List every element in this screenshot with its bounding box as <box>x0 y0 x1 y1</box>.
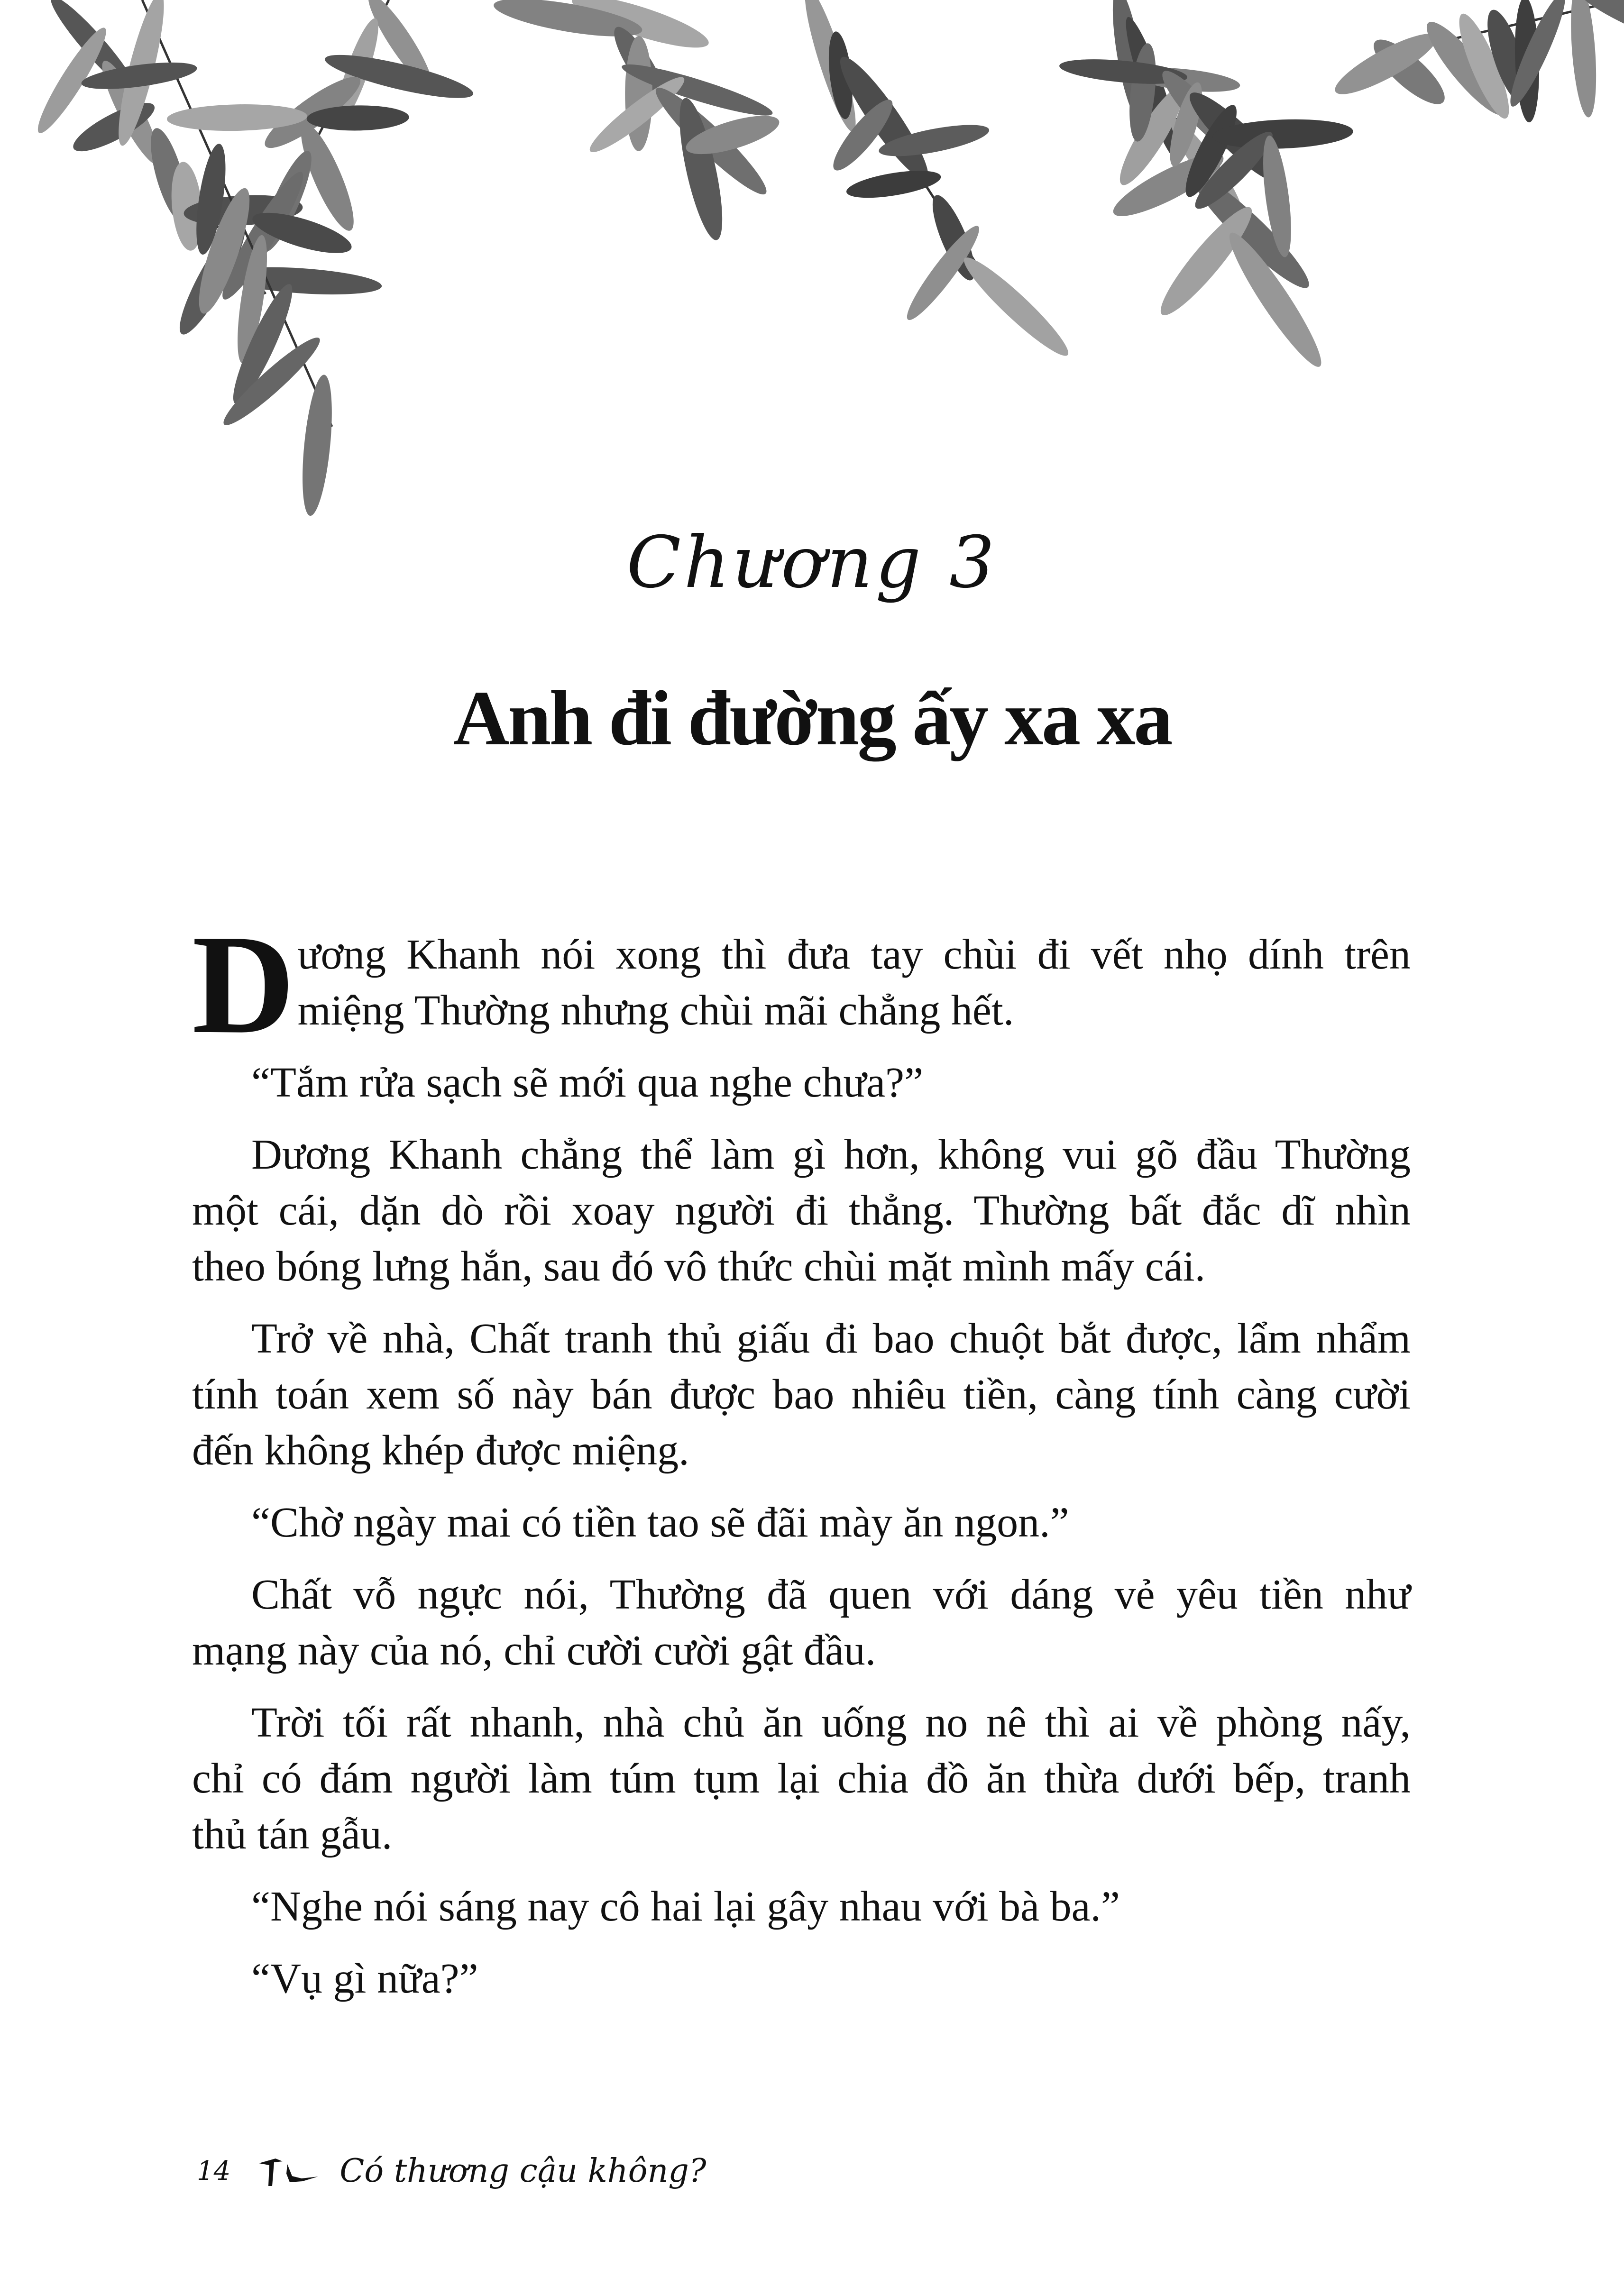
text-line: Trở về nhà, Chất tranh thủ giấu đi bao chuột bắt được, lẩm nhẩm <box>251 1315 1411 1362</box>
page-footer <box>197 2152 706 2190</box>
book-title: Có thương cậu không? <box>339 2152 706 2190</box>
chapter-label: Chương 3 <box>626 521 998 604</box>
bamboo-leaf <box>297 374 337 517</box>
paragraph <box>192 1311 1411 1479</box>
text-line: “Tắm rửa sạch sẽ mới qua nghe chưa?” <box>251 1059 924 1106</box>
paragraph <box>192 1495 1411 1551</box>
bamboo-leaf <box>956 249 1076 364</box>
paragraph <box>192 906 1411 1063</box>
drop-cap: D <box>192 906 295 1063</box>
text-line: Trời tối rất nhanh, nhà chủ ăn uống no nê thì ai về phòng nấy, <box>251 1699 1411 1746</box>
text-line: ương Khanh nói xong thì đưa tay chùi đi vết nhọ dính trên <box>297 931 1411 978</box>
chapter-title: Anh đi đường ấy xa xa <box>453 675 1171 761</box>
paragraph <box>192 1055 1411 1111</box>
text-line: “Vụ gì nữa?” <box>251 1955 478 2002</box>
bamboo-leaf <box>1567 0 1600 118</box>
text-line: theo bóng lưng hắn, sau đó vô thức chùi mặt mình mấy cái. <box>192 1243 1206 1290</box>
paragraph <box>192 1951 1411 2007</box>
text-line: miệng Thường nhưng chùi mãi chẳng hết. <box>297 987 1014 1034</box>
text-line: một cái, dặn dò rồi xoay người đi thẳng. Thường bất đắc dĩ nhìn <box>192 1187 1411 1234</box>
text-line: tính toán xem số này bán được bao nhiêu tiền, càng tính càng cười <box>192 1371 1411 1418</box>
paragraph <box>192 1567 1411 1679</box>
page-number: 14 <box>197 2156 231 2186</box>
text-line: thủ tán gẫu. <box>192 1811 393 1858</box>
text-line: đến không khép được miệng. <box>192 1427 689 1474</box>
chapter-body <box>192 906 1411 2023</box>
text-line: Chất vỗ ngực nói, Thường đã quen với dáng vẻ yêu tiền như <box>251 1571 1411 1618</box>
bamboo-leaf <box>844 165 943 203</box>
text-line: chỉ có đám người làm túm tụm lại chia đồ ăn thừa dưới bếp, tranh <box>192 1755 1411 1802</box>
paragraph <box>192 1127 1411 1295</box>
text-line: Dương Khanh chẳng thể làm gì hơn, không vui gõ đầu Thường <box>251 1131 1411 1178</box>
bamboo-leaves-illustration <box>0 0 1624 521</box>
cranes-icon <box>249 2155 321 2188</box>
paragraph <box>192 1695 1411 1863</box>
text-line: “Nghe nói sáng nay cô hai lại gây nhau với bà ba.” <box>251 1883 1120 1930</box>
paragraph <box>192 1879 1411 1935</box>
text-line: “Chờ ngày mai có tiền tao sẽ đãi mày ăn ngon.” <box>251 1499 1069 1546</box>
text-line: mạng này của nó, chỉ cười cười gật đầu. <box>192 1627 876 1674</box>
